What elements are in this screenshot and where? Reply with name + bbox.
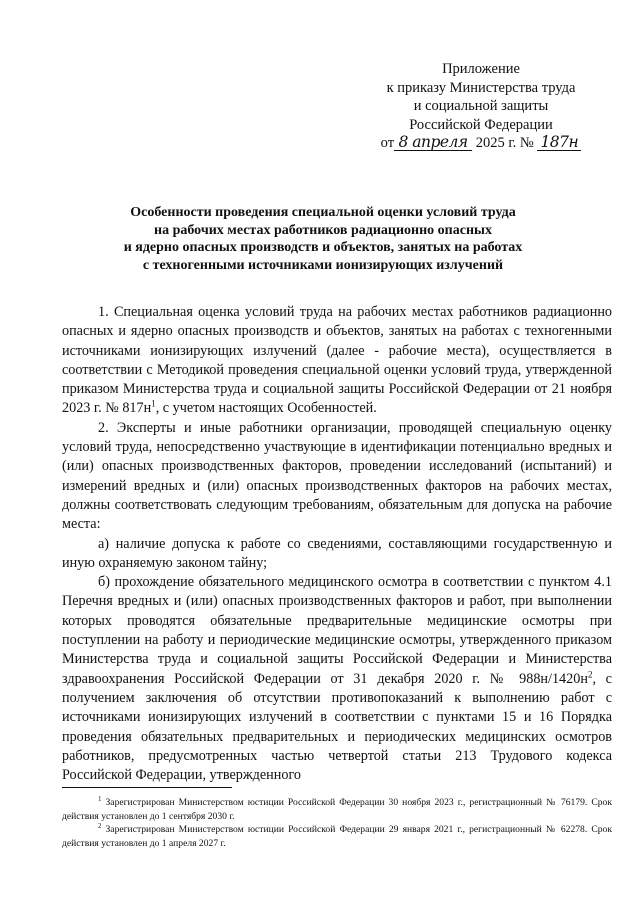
document-title xyxy=(80,204,566,274)
appendix-header xyxy=(352,60,610,153)
appendix-label: Приложение xyxy=(442,61,520,77)
paragraph-2b-tail: , с получением заключения об отсутствии противопоказаний к выполнению работ с источниками ионизирующих излучений в соответствии с пунктами 15 и 16 Порядка проведения обязательных предварительных и периодических медицинских осмотров работников, предусмотренных частью четвертой статьи 213 Трудового кодекса Российской Федерации, утвержденного xyxy=(62,670,612,784)
footnote-2 xyxy=(62,823,612,850)
paragraph-2a: а) наличие допуска к работе со сведениями, составляющими государственную и иную охраняемую законом тайну; xyxy=(62,535,612,571)
handwritten-order-number: 187н xyxy=(537,135,581,151)
footnote-divider xyxy=(62,787,232,788)
title-line-1: Особенности проведения специальной оценки условий труда xyxy=(130,205,516,220)
title-line-4: с техногенными источниками ионизирующих излучений xyxy=(142,257,504,273)
footnotes xyxy=(62,796,612,850)
footnote-2-text: Зарегистрирован Министерством юстиции Российской Федерации 29 января 2021 г., регистрационный № 62278. Срок действия установлен до 1 апреля 2027 г. xyxy=(62,824,612,849)
paragraph-1-text: 1. Специальная оценка условий труда на рабочих местах работников радиационно опасных и ядерно опасных производств и объектов, занятых на работах с техногенными источниками ионизирующих излучений (далее - рабочие места), осуществляется в соответствии с Методикой проведения специальной оценки условий труда, утвержденной приказом Министерства труда и социальной защиты Российской Федерации от 21 ноября 2023 г. № 817н xyxy=(62,304,612,417)
footnote-ref-1: 1 xyxy=(151,398,156,409)
footnote-1 xyxy=(62,796,612,823)
footnote-ref-2: 2 xyxy=(587,668,593,679)
document-body xyxy=(62,303,612,785)
footnote-1-mark: 1 xyxy=(98,794,102,803)
date-prefix: от xyxy=(380,135,395,151)
paragraph-1-tail: , с учетом настоящих Особенностей. xyxy=(155,400,377,417)
handwritten-date: 8 апреля xyxy=(394,135,472,151)
order-year: 2025 г. № xyxy=(475,135,534,151)
appendix-country-line: Российской Федерации xyxy=(409,116,553,133)
appendix-ministry-line: и социальной защиты xyxy=(413,98,549,114)
title-line-2: на рабочих местах работников радиационно опасных xyxy=(154,222,492,238)
order-date-line xyxy=(352,134,610,153)
paragraph-1 xyxy=(62,303,612,419)
appendix-order-ref: к приказу Министерства труда xyxy=(386,79,576,96)
footnote-2-mark: 2 xyxy=(98,822,102,830)
footnote-1-text: Зарегистрирован Министерством юстиции Российской Федерации 30 ноября 2023 г., регистрационный № 76179. Срок действия установлен до 1 сентября 2030 г. xyxy=(62,797,612,822)
title-line-3: и ядерно опасных производств и объектов, занятых на работах xyxy=(123,240,523,255)
paragraph-2: 2. Эксперты и иные работники организации, проводящей специальную оценку условий труда, непосредственно участвующие в идентификации потенциально вредных и (или) опасных производственных факторов, проведении исследований (испытаний) и измерений вредных и (или) опасных производственных факторов на рабочих местах, должны соответствовать следующим требованиям, обязательным для допуска на рабочие места: xyxy=(62,419,612,533)
paragraph-2b-text: б) прохождение обязательного медицинского осмотра в соответствии с пунктом 4.1 Перечня вредных и (или) опасных производственных факторов и работ, при выполнении которых проводятся обязательные предварительные медицинские осмотры при поступлении на работу и периодические медицинские осмотры, утвержденного приказом Министерства труда и социальной защиты Российской Федерации и Министерства здравоохранения Российской Федерации от 31 декабря 2020 г. № 988н/1420н xyxy=(62,574,612,687)
paragraph-2b xyxy=(62,573,612,785)
